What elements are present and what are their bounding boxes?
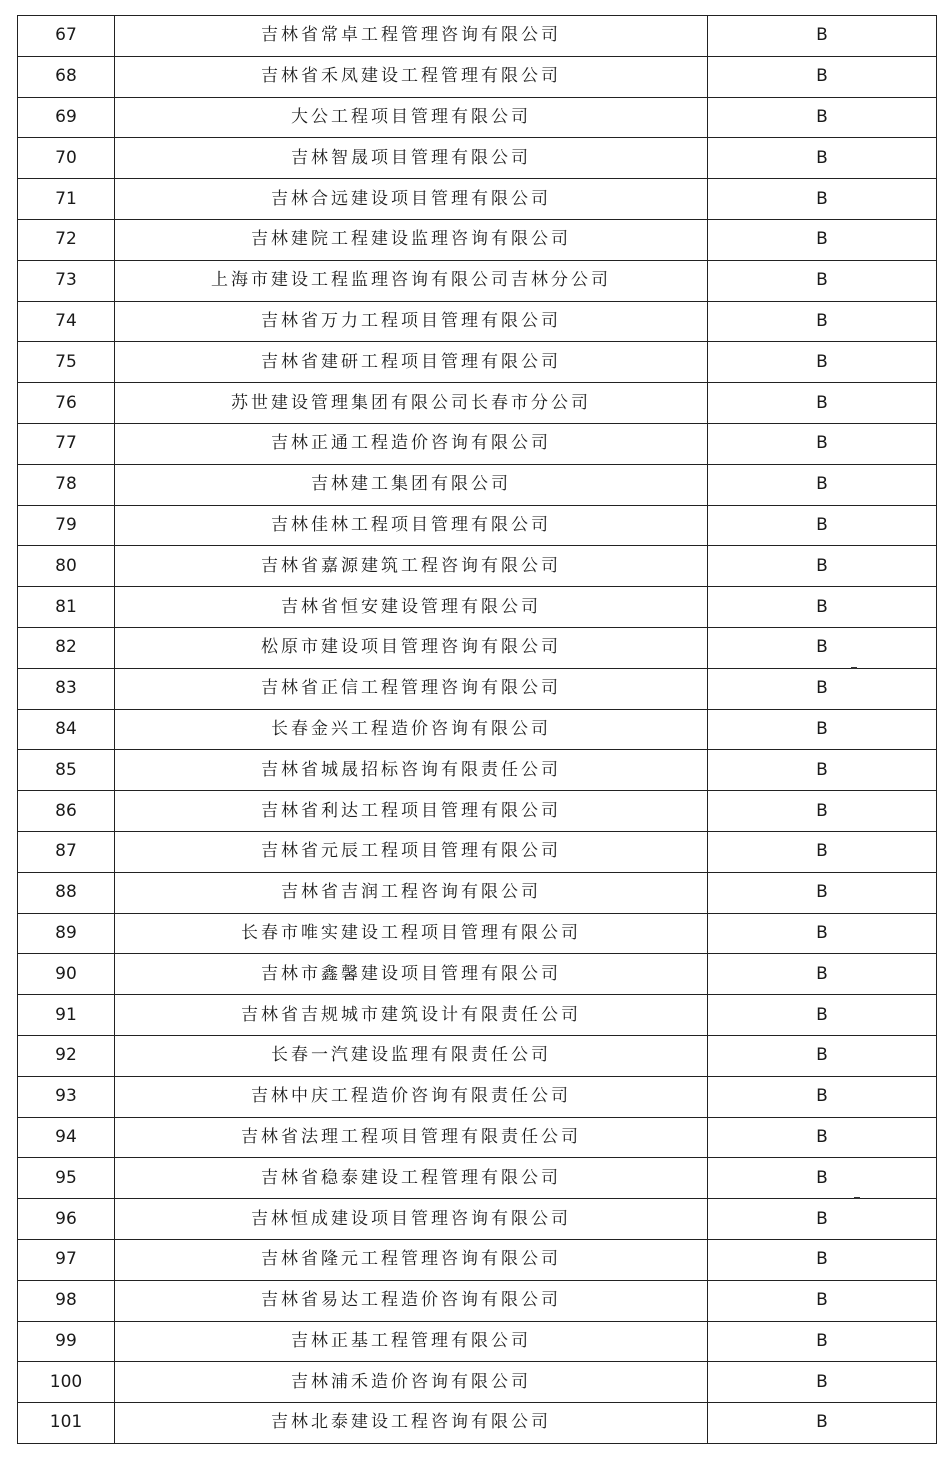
table-row (18, 627, 937, 668)
company-name-cell: 吉林合远建设项目管理有限公司 (115, 179, 708, 220)
company-name-cell: 吉林省常卓工程管理咨询有限公司 (115, 16, 708, 57)
grade-cell: B (708, 301, 937, 342)
grade-cell: B (708, 954, 937, 995)
company-name-cell: 松原市建设项目管理咨询有限公司 (115, 627, 708, 668)
company-name-cell: 吉林省禾凤建设工程管理有限公司 (115, 56, 708, 97)
table-row (18, 668, 937, 709)
row-number-cell: 71 (18, 179, 115, 220)
grade-cell: B (708, 1199, 937, 1240)
table-row (18, 709, 937, 750)
grade-cell: B (708, 1035, 937, 1076)
row-number-cell: 93 (18, 1076, 115, 1117)
row-number-cell: 84 (18, 709, 115, 750)
row-number-cell: 72 (18, 219, 115, 260)
row-number-cell: 85 (18, 750, 115, 791)
grade-cell: B (708, 1076, 937, 1117)
company-name-cell: 吉林正基工程管理有限公司 (115, 1321, 708, 1362)
company-name-cell: 吉林省法理工程项目管理有限责任公司 (115, 1117, 708, 1158)
table-row (18, 913, 937, 954)
table-row (18, 505, 937, 546)
row-number-cell: 83 (18, 668, 115, 709)
table-row (18, 1117, 937, 1158)
row-number-cell: 76 (18, 383, 115, 424)
company-name-cell: 吉林建工集团有限公司 (115, 464, 708, 505)
row-number-cell: 91 (18, 995, 115, 1036)
table-row (18, 750, 937, 791)
table-row (18, 342, 937, 383)
row-number-cell: 101 (18, 1403, 115, 1444)
row-number-cell: 88 (18, 872, 115, 913)
grade-cell: B (708, 1117, 937, 1158)
grade-cell: B (708, 750, 937, 791)
row-number-cell: 70 (18, 138, 115, 179)
table-row (18, 383, 937, 424)
row-number-cell: 96 (18, 1199, 115, 1240)
row-number-cell: 94 (18, 1117, 115, 1158)
company-name-cell: 长春金兴工程造价咨询有限公司 (115, 709, 708, 750)
company-name-cell: 吉林省万力工程项目管理有限公司 (115, 301, 708, 342)
row-number-cell: 74 (18, 301, 115, 342)
company-name-cell: 吉林市鑫馨建设项目管理有限公司 (115, 954, 708, 995)
grade-cell: B (708, 627, 937, 668)
grade-cell: B (708, 791, 937, 832)
company-name-cell: 吉林省隆元工程管理咨询有限公司 (115, 1239, 708, 1280)
company-name-cell: 吉林北泰建设工程咨询有限公司 (115, 1403, 708, 1444)
table-row (18, 138, 937, 179)
grade-cell: B (708, 546, 937, 587)
table-row (18, 1199, 937, 1240)
company-name-cell: 长春市唯实建设工程项目管理有限公司 (115, 913, 708, 954)
table-row (18, 56, 937, 97)
row-number-cell: 79 (18, 505, 115, 546)
table-row (18, 16, 937, 57)
table-row (18, 1280, 937, 1321)
company-name-cell: 吉林省嘉源建筑工程咨询有限公司 (115, 546, 708, 587)
company-name-cell: 吉林省城晟招标咨询有限责任公司 (115, 750, 708, 791)
company-name-cell: 吉林省利达工程项目管理有限公司 (115, 791, 708, 832)
grade-cell: B (708, 1362, 937, 1403)
grade-cell: B (708, 995, 937, 1036)
grade-cell: B (708, 260, 937, 301)
company-name-cell: 吉林建院工程建设监理咨询有限公司 (115, 219, 708, 260)
grade-cell: B (708, 1158, 937, 1199)
table-row (18, 872, 937, 913)
row-number-cell: 95 (18, 1158, 115, 1199)
row-number-cell: 87 (18, 831, 115, 872)
company-name-cell: 吉林恒成建设项目管理咨询有限公司 (115, 1199, 708, 1240)
company-name-cell: 吉林佳林工程项目管理有限公司 (115, 505, 708, 546)
table-row (18, 1158, 937, 1199)
scan-artifact-mark (854, 1197, 860, 1199)
grade-cell: B (708, 913, 937, 954)
row-number-cell: 68 (18, 56, 115, 97)
table-row (18, 1403, 937, 1444)
row-number-cell: 78 (18, 464, 115, 505)
grade-cell: B (708, 587, 937, 628)
row-number-cell: 75 (18, 342, 115, 383)
grade-cell: B (708, 423, 937, 464)
company-name-cell: 吉林省吉规城市建筑设计有限责任公司 (115, 995, 708, 1036)
row-number-cell: 99 (18, 1321, 115, 1362)
row-number-cell: 67 (18, 16, 115, 57)
grade-cell: B (708, 464, 937, 505)
row-number-cell: 98 (18, 1280, 115, 1321)
row-number-cell: 90 (18, 954, 115, 995)
company-name-cell: 吉林省稳泰建设工程管理有限公司 (115, 1158, 708, 1199)
table-row (18, 1239, 937, 1280)
company-name-cell: 吉林省易达工程造价咨询有限公司 (115, 1280, 708, 1321)
row-number-cell: 69 (18, 97, 115, 138)
row-number-cell: 73 (18, 260, 115, 301)
grade-cell: B (708, 1403, 937, 1444)
row-number-cell: 97 (18, 1239, 115, 1280)
table-row (18, 179, 937, 220)
table-row (18, 1076, 937, 1117)
row-number-cell: 89 (18, 913, 115, 954)
table-row (18, 791, 937, 832)
table-row (18, 97, 937, 138)
table-row (18, 464, 937, 505)
company-name-cell: 大公工程项目管理有限公司 (115, 97, 708, 138)
grade-cell: B (708, 1280, 937, 1321)
company-name-cell: 吉林省建研工程项目管理有限公司 (115, 342, 708, 383)
grade-cell: B (708, 56, 937, 97)
grade-cell: B (708, 383, 937, 424)
grade-cell: B (708, 179, 937, 220)
table-row (18, 423, 937, 464)
table-row (18, 954, 937, 995)
table-row (18, 1362, 937, 1403)
company-name-cell: 吉林省元辰工程项目管理有限公司 (115, 831, 708, 872)
company-name-cell: 吉林中庆工程造价咨询有限责任公司 (115, 1076, 708, 1117)
company-name-cell: 吉林浦禾造价咨询有限公司 (115, 1362, 708, 1403)
table-row (18, 260, 937, 301)
table-row (18, 587, 937, 628)
company-name-cell: 吉林省吉润工程咨询有限公司 (115, 872, 708, 913)
row-number-cell: 86 (18, 791, 115, 832)
company-name-cell: 吉林省恒安建设管理有限公司 (115, 587, 708, 628)
row-number-cell: 80 (18, 546, 115, 587)
scan-artifact-mark (851, 667, 857, 669)
grade-cell: B (708, 505, 937, 546)
grade-cell: B (708, 709, 937, 750)
table-row (18, 546, 937, 587)
grade-cell: B (708, 668, 937, 709)
grade-cell: B (708, 219, 937, 260)
enterprise-grade-table (17, 15, 937, 1444)
table-row (18, 1035, 937, 1076)
row-number-cell: 100 (18, 1362, 115, 1403)
grade-cell: B (708, 97, 937, 138)
row-number-cell: 92 (18, 1035, 115, 1076)
company-name-cell: 吉林智晟项目管理有限公司 (115, 138, 708, 179)
table-body (18, 16, 937, 1444)
company-name-cell: 上海市建设工程监理咨询有限公司吉林分公司 (115, 260, 708, 301)
row-number-cell: 77 (18, 423, 115, 464)
table-row (18, 219, 937, 260)
table-row (18, 301, 937, 342)
company-name-cell: 吉林正通工程造价咨询有限公司 (115, 423, 708, 464)
table-row (18, 831, 937, 872)
table-row (18, 995, 937, 1036)
company-name-cell: 长春一汽建设监理有限责任公司 (115, 1035, 708, 1076)
grade-cell: B (708, 1239, 937, 1280)
grade-cell: B (708, 831, 937, 872)
row-number-cell: 81 (18, 587, 115, 628)
grade-cell: B (708, 138, 937, 179)
grade-cell: B (708, 16, 937, 57)
table-row (18, 1321, 937, 1362)
grade-cell: B (708, 872, 937, 913)
company-name-cell: 吉林省正信工程管理咨询有限公司 (115, 668, 708, 709)
company-name-cell: 苏世建设管理集团有限公司长春市分公司 (115, 383, 708, 424)
grade-cell: B (708, 1321, 937, 1362)
grade-cell: B (708, 342, 937, 383)
row-number-cell: 82 (18, 627, 115, 668)
